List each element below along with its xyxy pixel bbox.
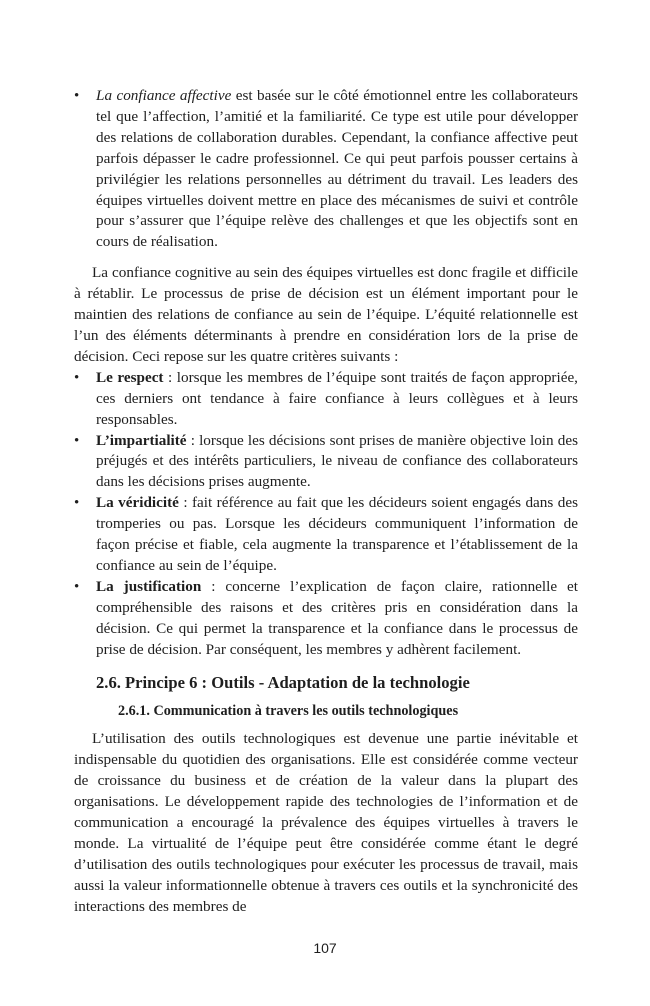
respect-text: : lorsque les membres de l’équipe sont traités de façon appropriée, ces derniers ont tendance à faire confiance à leurs collègues et à leurs responsables. bbox=[96, 368, 578, 428]
list-item-affective-trust bbox=[74, 86, 578, 253]
affective-trust-text: est basée sur le côté émotionnel entre les collaborateurs tel que l’affection, l’amitié et la familiarité. Ce type est utile pour développer des relations de collaboration durables. Cependant, la confiance affective peut parfois dépasser le cadre professionnel. Ce qui peut parfois pousser certains à privilégier les relations personnelles au détriment du travail. Les leaders des équipes virtuelles doivent mettre en place des mécanismes de suivi et contrôle pour s’assurer que l’équipe relève des challenges et que les objectifs sont en cours de réalisation. bbox=[96, 87, 579, 251]
affective-trust-list bbox=[74, 86, 578, 253]
impartiality-text: : lorsque les décisions sont prises de manière objective loin des préjugés et des intérêts particuliers, le niveau de confiance des collaborateurs dans les décisions prises augmente. bbox=[96, 431, 578, 491]
veracity-text: : fait référence au fait que les décideurs soient engagés dans des tromperies ou pas. Lorsque les décideurs communiquent l’information de façon précise et fiable, cela augmente la transparence et l’établissement de la confiance au sein de l’équipe. bbox=[96, 494, 578, 574]
term-respect: Le respect bbox=[96, 368, 164, 386]
paragraph-technology-tools: L’utilisation des outils technologiques est devenue une partie inévitable et indispensable du quotidien des organisations. Elle est considérée comme vecteur de croissance du business et de création de la valeur dans la plupart des organisations. Le développement rapide des technologies de l’information et de communication a encouragé la prévalence des équipes virtuelles à travers le monde. La virtualité de l’équipe peut être considérée comme étant le degré d’utilisation des outils technologiques pour exécuter les processus de travail, mais aussi la valeur informationnelle obtenue à travers ces outils et la synchronicité des interactions des membres de bbox=[74, 730, 578, 915]
paragraph-cognitive-trust: La confiance cognitive au sein des équipes virtuelles est donc fragile et difficile à rétablir. Le processus de prise de décision est un élément important pour le maintien des relations de confiance au sein de l’équipe. L’équité relationnelle est l’un des éléments déterminants à prendre en considération lors de la prise de décision. Ceci repose sur les quatre critères suivants : bbox=[74, 264, 578, 365]
list-item-impartiality bbox=[74, 431, 578, 494]
list-item-justification bbox=[74, 577, 578, 661]
term-justification: La justification bbox=[96, 577, 202, 595]
justification-text: : concerne l’explication de façon claire, rationnelle et compréhensible des raisons et des critères pris en considération dans la décision. Ce qui permet la transparence et la confiance dans le processus de prise de décision. Par conséquent, les membres y adhèrent facilement. bbox=[96, 577, 578, 658]
page-body bbox=[74, 86, 578, 918]
list-item-respect bbox=[74, 368, 578, 431]
page-number: 107 bbox=[313, 940, 337, 956]
term-impartiality: L’impartialité bbox=[96, 431, 187, 449]
section-heading: 2.6. Principe 6 : Outils - Adaptation de la technologie bbox=[96, 673, 470, 693]
subsection-heading: 2.6.1. Communication à travers les outils technologiques bbox=[118, 703, 459, 720]
list-item-veracity bbox=[74, 493, 578, 577]
term-affective-trust: La confiance affective bbox=[96, 87, 232, 104]
criteria-list bbox=[74, 368, 578, 661]
term-veracity: La véridicité bbox=[96, 494, 179, 512]
